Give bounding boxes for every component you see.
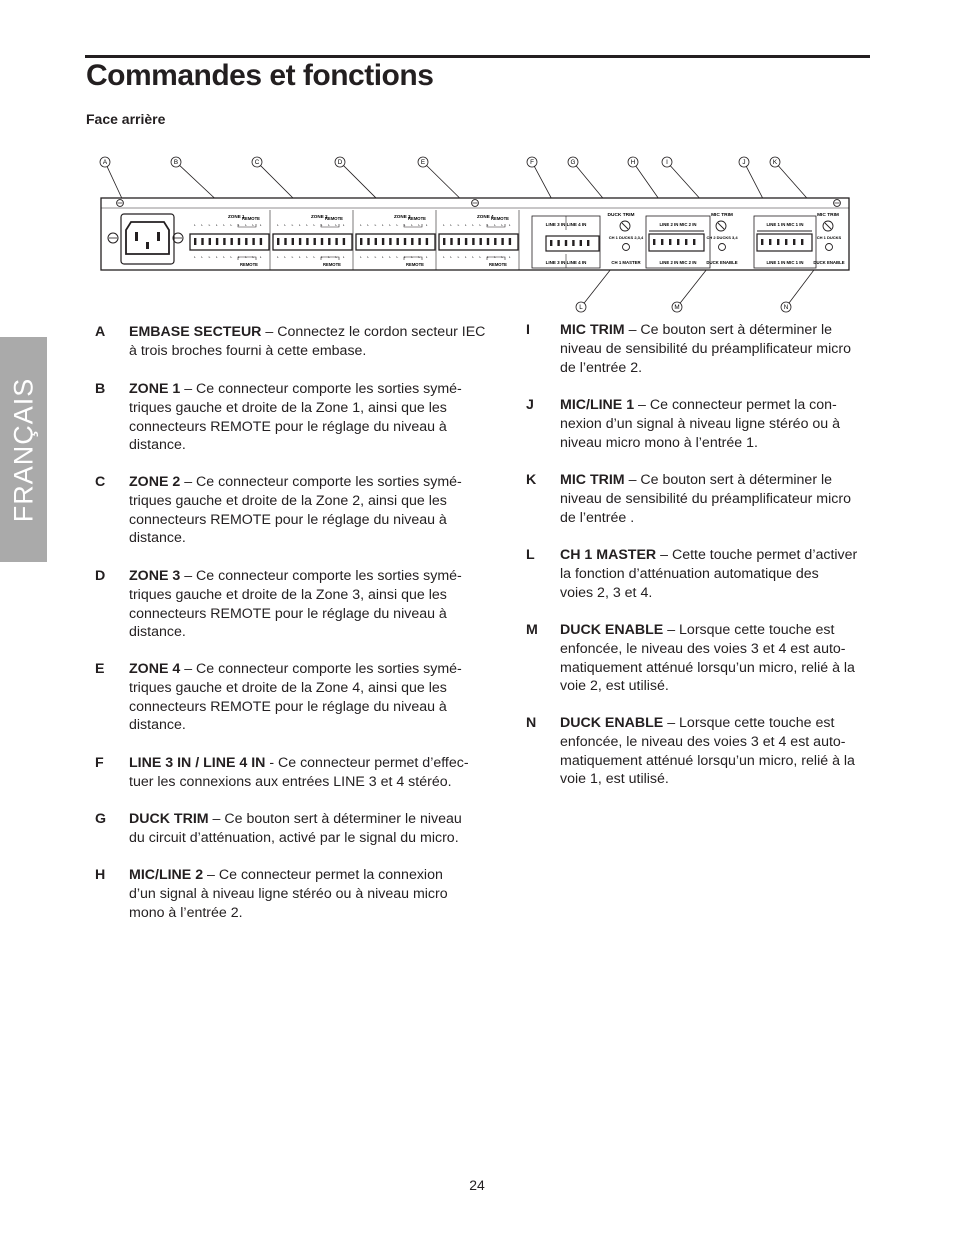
svg-text:C: C <box>254 159 260 167</box>
zone-2-label: ZONE 2 <box>311 214 328 219</box>
item-term: DUCK ENABLE <box>560 622 664 638</box>
language-tab <box>0 337 47 562</box>
svg-text:L: L <box>245 223 247 227</box>
mic-line1-top-label: LINE 1 IN MIC 1 IN <box>766 222 804 227</box>
svg-text:L: L <box>313 255 316 259</box>
item-text-line: EMBASE SECTEUR – Connectez le cordon secteur IEC <box>129 324 486 340</box>
item-text-line: triques gauche et droite de la Zone 1, ainsi que les <box>129 399 447 416</box>
item-term: MIC/LINE 1 <box>560 397 635 413</box>
item-text-line: MIC/LINE 1 – Ce connecteur permet la con- <box>560 397 837 413</box>
item-text-line: niveau micro mono à l’entrée 1. <box>560 434 758 451</box>
svg-text:L: L <box>230 255 233 259</box>
item-text-line: ZONE 1 – Ce connecteur comporte les sorties symé- <box>129 381 462 397</box>
item-letter: H <box>95 867 106 883</box>
item-letter: A <box>95 324 106 340</box>
svg-text:L: L <box>201 255 203 259</box>
svg-text:L: L <box>403 223 406 227</box>
svg-text:L: L <box>320 223 323 227</box>
top-rule <box>85 55 870 58</box>
svg-text:L: L <box>298 223 301 227</box>
svg-text:L: L <box>194 223 196 227</box>
svg-text:L: L <box>479 255 482 259</box>
svg-text:L: L <box>479 223 482 227</box>
item-text-line: DUCK ENABLE – Lorsque cette touche est <box>560 715 835 731</box>
svg-text:L: L <box>201 223 203 227</box>
mic-line2-connector-block <box>646 216 710 268</box>
item-text-line: d’un signal à niveau ligne stéréo ou à niveau micro <box>129 885 448 902</box>
svg-text:L: L <box>252 223 255 227</box>
svg-text:L: L <box>291 255 294 259</box>
item-term: MIC TRIM <box>560 322 625 338</box>
item-text-line: ZONE 3 – Ce connecteur comporte les sorties symé- <box>129 568 462 584</box>
svg-text:L: L <box>443 255 445 259</box>
item-letter: K <box>526 472 537 488</box>
item-letter: C <box>95 474 106 490</box>
svg-text:L: L <box>396 255 399 259</box>
svg-text:L: L <box>252 255 255 259</box>
svg-text:L: L <box>411 255 413 259</box>
item-text-line: mono à l’entrée 2. <box>129 904 243 921</box>
item-text-line: triques gauche et droite de la Zone 3, ainsi que les <box>129 586 447 603</box>
svg-text:L: L <box>508 223 511 227</box>
item-text-line: DUCK TRIM – Ce bouton sert à déterminer le niveau <box>129 811 462 827</box>
svg-text:L: L <box>389 223 391 227</box>
item-text-line: la fonction d’atténuation automatique des <box>560 565 819 582</box>
page-number: 24 <box>469 1177 485 1193</box>
item-term: DUCK ENABLE <box>560 715 664 731</box>
item-text-line: voies 2, 3 et 4. <box>560 584 653 601</box>
callout-n <box>781 302 791 312</box>
item-text-line: enfoncée, le niveau des voies 3 et 4 est auto- <box>560 640 846 657</box>
svg-text:L: L <box>486 223 489 227</box>
duck-enable-1-label: DUCK ENABLE <box>813 260 845 265</box>
mic-line1-connector-block <box>754 216 816 268</box>
item-letter: N <box>526 715 537 731</box>
svg-text:L: L <box>418 255 421 259</box>
item-text-line: enfoncée, le niveau des voies 3 et 4 est auto- <box>560 733 846 750</box>
item-term: LINE 3 IN / LINE 4 IN <box>129 755 266 771</box>
callout-f <box>527 157 537 167</box>
svg-text:L: L <box>259 255 262 259</box>
item-text-line: matiquement atténué lorsqu’un micro, relié à la <box>560 752 855 769</box>
zone-4-remote-top-label: REMOTE <box>491 216 509 221</box>
svg-text:L: L <box>494 223 496 227</box>
svg-text:L: L <box>472 255 474 259</box>
svg-text:L: L <box>425 223 428 227</box>
svg-text:L: L <box>494 255 496 259</box>
rear-panel-diagram <box>85 150 870 320</box>
item-text-line: nexion d’un signal à niveau ligne stéréo ou à <box>560 415 841 432</box>
svg-text:L: L <box>208 223 211 227</box>
svg-text:L: L <box>450 255 452 259</box>
svg-text:L: L <box>215 223 218 227</box>
language-tab-label: FRANÇAIS <box>8 377 38 522</box>
item-text-line: à trois broches fourni à cette embase. <box>129 342 367 359</box>
svg-text:L: L <box>389 255 391 259</box>
svg-text:L: L <box>381 255 384 259</box>
item-text-line: niveau de sensibilité du préamplificateur micro <box>560 340 851 357</box>
svg-text:L: L <box>367 255 369 259</box>
svg-text:L: L <box>223 255 225 259</box>
svg-text:F: F <box>530 159 534 167</box>
item-text-line: niveau de sensibilité du préamplificateur micro <box>560 490 851 507</box>
item-letter: M <box>526 622 538 638</box>
svg-text:L: L <box>335 223 338 227</box>
item-text-line: LINE 3 IN / LINE 4 IN - Ce connecteur permet d’effec- <box>129 755 469 771</box>
svg-text:L: L <box>328 223 330 227</box>
callout-k <box>770 157 780 167</box>
svg-text:L: L <box>486 255 489 259</box>
item-letter: J <box>526 397 534 413</box>
svg-text:J: J <box>742 159 746 167</box>
item-term: CH 1 MASTER <box>560 547 657 563</box>
item-text-line: de l’entrée 2. <box>560 359 643 376</box>
callout-d <box>335 157 345 167</box>
zone-3-label: ZONE 3 <box>394 214 411 219</box>
svg-text:H: H <box>630 159 636 167</box>
item-letter: D <box>95 568 106 584</box>
mic-line1-bottom-label: LINE 1 IN MIC 1 IN <box>766 260 804 265</box>
svg-text:L: L <box>259 223 262 227</box>
svg-text:I: I <box>666 159 668 167</box>
mic-trim-1-label: MIC TRIM <box>817 213 839 218</box>
callout-g <box>568 157 578 167</box>
ch1-master-label: CH 1 MASTER <box>611 260 641 265</box>
svg-text:L: L <box>277 223 279 227</box>
svg-text:L: L <box>360 255 362 259</box>
callout-m <box>672 302 682 312</box>
page-title: Commandes et fonctions <box>86 59 434 92</box>
svg-text:L: L <box>277 255 279 259</box>
zone-3-remote-bottom-label: REMOTE <box>406 262 424 267</box>
svg-text:L: L <box>284 255 286 259</box>
svg-text:K: K <box>772 159 778 167</box>
zone-2-remote-bottom-label: REMOTE <box>323 262 341 267</box>
item-text-line: ZONE 2 – Ce connecteur comporte les sorties symé- <box>129 474 462 490</box>
svg-text:L: L <box>367 223 369 227</box>
svg-text:L: L <box>472 223 474 227</box>
svg-text:L: L <box>320 255 323 259</box>
item-text-line: distance. <box>129 530 186 547</box>
line34-bottom-label: LINE 3 IN LINE 4 IN <box>545 260 587 265</box>
svg-text:L: L <box>457 223 460 227</box>
svg-text:L: L <box>237 255 240 259</box>
item-text-line: matiquement atténué lorsqu’un micro, relié à la <box>560 659 855 676</box>
mic-line2-bottom-label: LINE 2 IN MIC 2 IN <box>659 260 697 265</box>
mic-trim-2-label: MIC TRIM <box>711 213 733 218</box>
svg-text:L: L <box>306 223 308 227</box>
zone-1-remote-bottom-label: REMOTE <box>240 262 258 267</box>
item-term: DUCK TRIM <box>129 811 209 827</box>
svg-text:L: L <box>335 255 338 259</box>
callout-h <box>628 157 638 167</box>
svg-text:L: L <box>313 223 316 227</box>
svg-text:L: L <box>450 223 452 227</box>
svg-text:L: L <box>215 255 218 259</box>
item-text-line: connecteurs REMOTE pour le réglage du niveau à <box>129 698 447 715</box>
item-letter: G <box>95 811 107 827</box>
item-term: ZONE 2 <box>129 474 181 490</box>
item-letter: L <box>526 547 535 563</box>
item-letter: B <box>95 381 106 397</box>
ch2-duck-label: CH 2 DUCKS 3,4 <box>706 235 738 240</box>
svg-text:B: B <box>173 159 179 167</box>
callout-i <box>662 157 672 167</box>
item-text-line: distance. <box>129 624 186 641</box>
item-term: ZONE 1 <box>129 381 181 397</box>
item-text-line: MIC TRIM – Ce bouton sert à déterminer le <box>560 322 833 338</box>
svg-text:L: L <box>223 223 225 227</box>
item-letter: F <box>95 755 104 771</box>
ch1-duck-label: CH 1 DUCKS 2,3,4 <box>608 235 644 240</box>
zone-4-label: ZONE 4 <box>477 214 494 219</box>
svg-text:D: D <box>337 159 343 167</box>
callout-a <box>100 157 110 167</box>
svg-text:L: L <box>374 223 377 227</box>
item-text-line: connecteurs REMOTE pour le réglage du niveau à <box>129 418 447 435</box>
item-text-line: triques gauche et droite de la Zone 2, ainsi que les <box>129 492 447 509</box>
svg-text:G: G <box>570 159 576 167</box>
item-text-line: distance. <box>129 717 186 734</box>
svg-text:L: L <box>342 223 345 227</box>
svg-text:M: M <box>674 304 680 312</box>
svg-text:L: L <box>237 223 240 227</box>
item-term: EMBASE SECTEUR <box>129 324 262 340</box>
ch1-ducks-label: CH 1 DUCKS <box>816 235 842 240</box>
svg-text:E: E <box>420 159 426 167</box>
svg-text:L: L <box>425 255 428 259</box>
svg-text:L: L <box>403 255 406 259</box>
svg-text:L: L <box>501 223 504 227</box>
item-text-line: ZONE 4 – Ce connecteur comporte les sorties symé- <box>129 661 462 677</box>
section-title: Face arrière <box>86 111 166 127</box>
item-text-line: du circuit d’atténuation, activé par le signal du micro. <box>129 829 459 846</box>
svg-text:L: L <box>411 223 413 227</box>
svg-text:L: L <box>298 255 301 259</box>
item-text-line: DUCK ENABLE – Lorsque cette touche est <box>560 622 835 638</box>
callout-e <box>418 157 428 167</box>
zone-1-remote-top-label: REMOTE <box>242 216 260 221</box>
zone-4-remote-bottom-label: REMOTE <box>489 262 507 267</box>
item-text-line: connecteurs REMOTE pour le réglage du niveau à <box>129 605 447 622</box>
svg-text:L: L <box>245 255 247 259</box>
duck-trim-label: DUCK TRIM <box>607 213 635 218</box>
item-text-line: MIC/LINE 2 – Ce connecteur permet la connexion <box>129 867 443 883</box>
line34-connector-block <box>532 216 600 268</box>
item-text-line: connecteurs REMOTE pour le réglage du niveau à <box>129 511 447 528</box>
item-term: ZONE 4 <box>129 661 181 677</box>
svg-text:L: L <box>457 255 460 259</box>
callout-c <box>252 157 262 167</box>
zone-3-remote-top-label: REMOTE <box>408 216 426 221</box>
item-text-line: triques gauche et droite de la Zone 4, ainsi que les <box>129 679 447 696</box>
svg-text:L: L <box>360 223 362 227</box>
svg-text:L: L <box>508 255 511 259</box>
svg-text:L: L <box>396 223 399 227</box>
svg-text:L: L <box>381 223 384 227</box>
item-text-line: de l’entrée . <box>560 509 635 526</box>
svg-text:L: L <box>374 255 377 259</box>
svg-text:L: L <box>418 223 421 227</box>
item-text-line: voie 1, est utilisé. <box>560 771 669 788</box>
svg-text:L: L <box>284 223 286 227</box>
item-text-line: voie 2, est utilisé. <box>560 678 669 695</box>
svg-text:L: L <box>501 255 504 259</box>
svg-text:L: L <box>194 255 196 259</box>
item-term: ZONE 3 <box>129 568 181 584</box>
line34-top-label: LINE 3 IN LINE 4 IN <box>545 222 587 227</box>
svg-text:N: N <box>783 304 789 312</box>
svg-text:A: A <box>102 159 108 167</box>
svg-text:L: L <box>291 223 294 227</box>
svg-text:L: L <box>230 223 233 227</box>
callout-l <box>576 302 586 312</box>
item-letter: I <box>526 322 530 338</box>
item-text-line: tuer les connexions aux entrées LINE 3 et 4 stéréo. <box>129 773 452 790</box>
svg-text:L: L <box>464 255 467 259</box>
item-term: MIC TRIM <box>560 472 625 488</box>
svg-text:L: L <box>328 255 330 259</box>
item-text-line: distance. <box>129 437 186 454</box>
callout-b <box>171 157 181 167</box>
item-letter: E <box>95 661 105 677</box>
svg-text:L: L <box>579 304 583 312</box>
callout-j <box>739 157 749 167</box>
item-text-line: CH 1 MASTER – Cette touche permet d’activer <box>560 547 858 563</box>
svg-text:L: L <box>208 255 211 259</box>
duck-enable-2-label: DUCK ENABLE <box>706 260 738 265</box>
zone-2-remote-top-label: REMOTE <box>325 216 343 221</box>
item-text-line: MIC TRIM – Ce bouton sert à déterminer le <box>560 472 833 488</box>
mic-line2-top-label: LINE 2 IN MIC 2 IN <box>659 222 697 227</box>
item-term: MIC/LINE 2 <box>129 867 204 883</box>
svg-text:L: L <box>443 223 445 227</box>
svg-text:L: L <box>342 255 345 259</box>
zone-1-label: ZONE 1 <box>228 214 245 219</box>
svg-text:L: L <box>306 255 308 259</box>
svg-text:L: L <box>464 223 467 227</box>
